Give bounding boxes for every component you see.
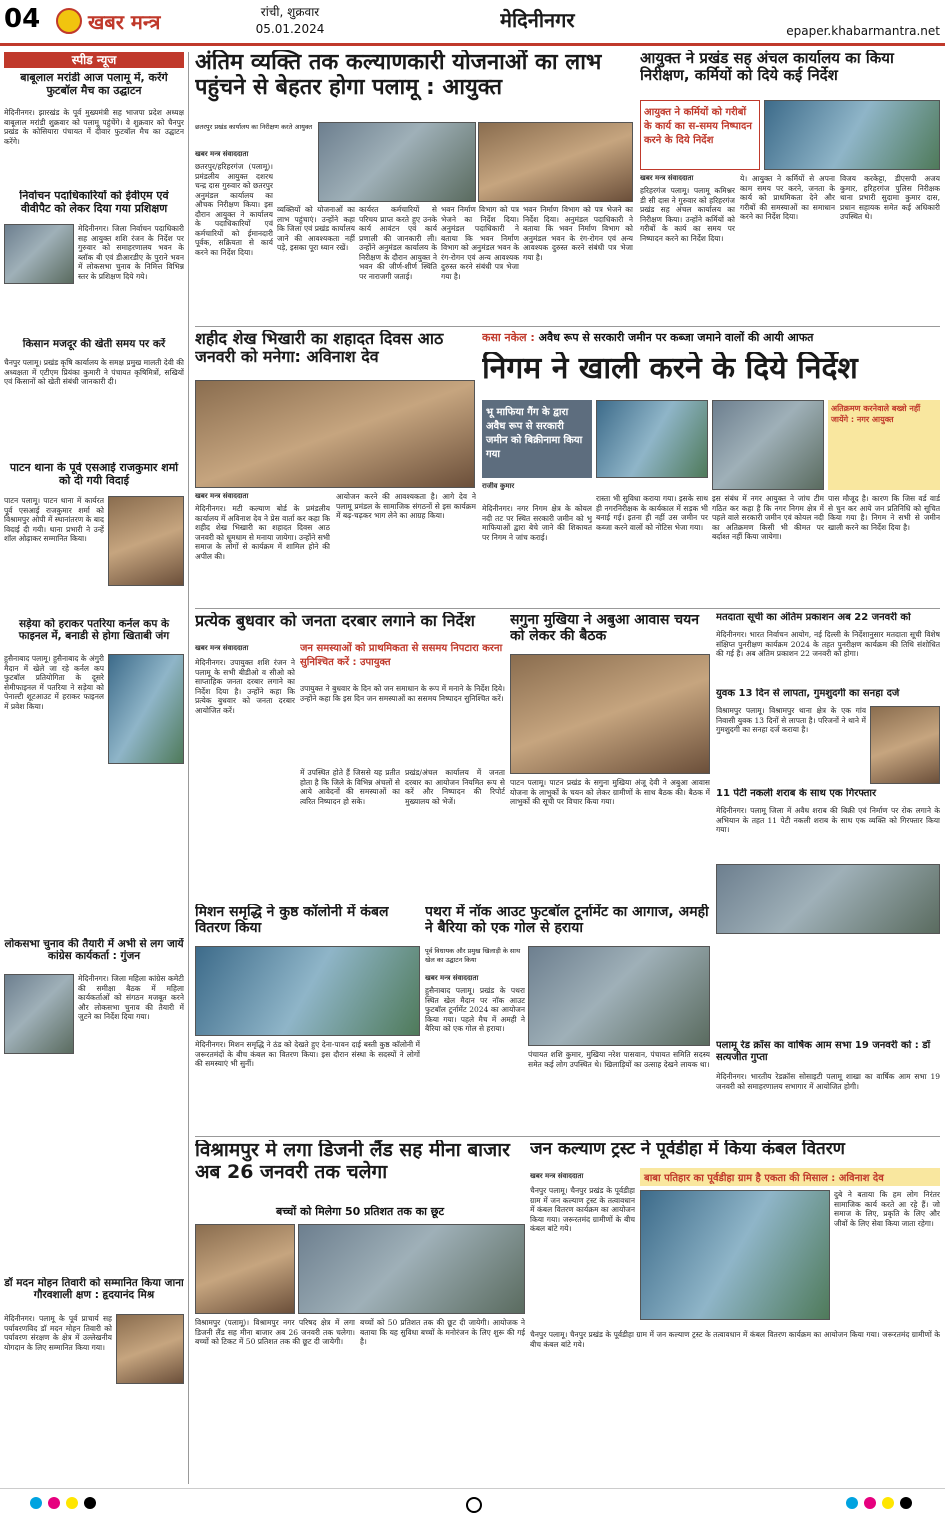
top-story-byline: खबर मन्त्र संवाददाता [195,150,249,158]
horizontal-rule [195,326,940,327]
mission-body: मेदिनीनगर। मिशन समृद्धि ने ठंड को देखते हुए देना-पावन दाई बस्ती कुष्ठ कॉलोनी में जरूरतमंदों के बीच कंबल का वितरण किया। इस दौरान संस्था के सदस्यों ने लोगों की समस्याएं भी सुनीं। [195,1040,420,1068]
horizontal-rule [195,608,940,609]
commissioner-photo [764,100,940,170]
story6-photo [4,974,74,1054]
story4-body: पाटन पलामू। पाटन थाना में कार्यरत पूर्व एसआई राजकुमार शर्मा को विश्रामपुर ओपी में स्थानांतरण के बाद विदाई दी गयी। थाना प्रभारी ने उन्हें शॉल ओढ़ाकर सम्मानित किया। [4,496,104,543]
speed-news-label: स्पीड न्यूज [4,52,184,68]
magenta-register-mark [48,1497,60,1509]
football-caption: पूर्व विधायक और प्रमुख खिलाड़ी के साथ खेल का उद्घाटन किया [425,947,521,964]
story5-headline[interactable]: सड़ेया को हराकर पतरिया कर्नल कप के फाइनल में, बनाडी से होगा खिताबी जंग [18,618,170,643]
dateline [225,4,355,42]
yellow-register-mark [882,1497,894,1509]
story3-headline[interactable]: किसान मजदूर की खेती समय पर करें [22,338,166,350]
football-byline: खबर मन्त्र संवाददाता [425,974,479,982]
black-register-mark [900,1497,912,1509]
matdata-body: मेदिनीनगर। भारत निर्वाचन आयोग, नई दिल्ली के निर्देशानुसार मतदाता सूची विशेष संक्षिप्त पुनरीक्षण कार्यक्रम 2024 के तहत पुनरीक्षण कार्यक्रम की तिथि संशोधित की गई है। अब अंतिम प्रकाशन 22 जनवरी को होगा। [716,630,940,658]
kasa-nakel-body-2: रास्ता भी सुविधा कराया गया। इसके साथ ही नगरनिरीक्षक के कार्यकाल में सड़क भी बनाई गई। इतना ही नहीं उस जमीन पर कब्जा करने वालों को नोटिस भेजा गया। [596,494,708,532]
redcross-headline[interactable]: पलामू रेड क्रॉस का वार्षिक आम सभा 19 जनवरी को : डॉ सत्यजीत गुप्ता [716,1040,931,1063]
vishrampur-headline[interactable]: विश्रामपुर मे लगा डिजनी लैंड सह मीना बाजार अब 26 जनवरी तक चलेगा [195,1140,510,1183]
jankalyan-byline: खबर मन्त्र संवाददाता [530,1172,584,1180]
sharab-photo [716,864,940,934]
story4-headline[interactable]: पाटन थाना के पूर्व एसआई राजकुमार शर्मा को दी गयी विदाई [9,462,179,487]
vishrampur-body-2: बच्चों को 50 प्रतिशत तक की छूट दी जायेगी। आयोजक ने बताया कि यह सुविधा बच्चों के मनोरंजन के लिए शुरू की गई है। [360,1318,525,1346]
story6-headline[interactable]: लोकसभा चुनाव की तैयारी में अभी से लग जायें कांग्रेस कार्यकर्ता : गुंजन [4,938,184,963]
sanguna-body: पाटन पलामू। पाटन प्रखंड के सगुना मुखिया अंजू देवी ने अबुआ आवास योजना के लाभुकों के चयन को लेकर ग्रामीणों के साथ बैठक की। बैठक में लाभुकों की सूची पर विचार किया गया। [510,778,710,806]
kasa-nakel-label: कसा नकेल : [482,331,535,344]
sanguna-headline[interactable]: सगुना मुखिया ने अबुआ आवास चयन को लेकर की बैठक [510,612,700,645]
shaheed-photo [195,380,475,488]
story1-body: मेदिनीनगर। झारखंड के पूर्व मुख्यमंत्री सह भाजपा प्रदेश अध्यक्ष बाबूलाल मरांडी शुक्रवार को पलामू पहुंचेंगे। वे शुक्रवार को चैनपुर प्रखंड के कोसियारा पंचायत में दीवार फुटबॉल मैच का उद्घाटन करेंगे। [4,108,184,146]
top-story-body-2: व्यक्तियों को योजनाओं का लाभ पहुंचाएं। उन्होंने कहा कि जिला एवं प्रखंड कार्यालय जाने की आवश्यकता नहीं पड़े, इसका पूरा ध्यान रखें। [277,205,355,252]
janta-darbar-body-2: उपायुक्त ने बुधवार के दिन को जन समाधान के रूप में मनाने के निर्देश दिये। उन्होंने कहा कि इस दिन जन समस्याओं का ससमय निष्पादन सुनिश्चित करें। [300,684,505,703]
top-story-photo-1 [318,122,476,202]
page-number: 04 [4,4,41,34]
logo-icon [56,8,82,34]
kasa-nakel-sidebar-head: अतिक्रमण करनेवाले बख्शे नहीं जायेंगे : नगर आयुक्त [828,400,940,490]
left-column [4,52,184,1484]
jankalyan-photo [640,1190,830,1320]
football-photo [528,946,710,1046]
yellow-register-mark [66,1497,78,1509]
matdata-headline[interactable]: मतदाता सूची का अंतिम प्रकाशन अब 22 जनवरी को [716,612,911,623]
kasa-nakel-strap-text: अवैध रूप से सरकारी जमीन पर कब्जा जमाने वालों की आयी आफत [538,331,814,344]
issue-date: 05.01.2024 [255,22,325,36]
story2-headline[interactable]: निर्वाचन पदाधिकारियों को ईवीएम एवं वीवीपैट को लेकर दिया गया प्रशिक्षण [19,190,169,215]
shaheed-body-2: आयोजन करने की आवश्यकता है। आगे देव ने पलामू प्रमंडल के सामाजिक संगठनों से इस कार्यक्रम में बढ़-चढ़कर भाग लेने का आग्रह किया। [336,492,476,520]
redcross-body: मेदिनीनगर। भारतीय रेडक्रॉस सोसाइटी पलामू शाखा का वार्षिक आम सभा 19 जनवरी को समाहरणालय सभागार में आयोजित होगी। [716,1072,940,1091]
commissioner-byline: खबर मन्त्र संवाददाता [640,174,694,182]
top-story-body-4: भवन निर्माण विभाग को पत्र भेजने का निर्देश दिया। अनुमंडल पदाधिकारी ने बताया कि भवन निर्माण विभाग को अनुमंडल भवन के रंग-रोगन एवं अन्य आवश्यक दुरुस्त करने संबंधी पत्र भेजा गया है। [441,205,519,281]
football-body-2: पंचायत शशि कुमार, मुखिया नरेश पासवान, पंचायत समिति सदस्य समेत कई लोग उपस्थित थे। खिलाड़ियों का उत्साह देखने लायक था। [528,1050,710,1069]
sharab-headline[interactable]: 11 पेटी नकली शराब के साथ एक गिरफ्तार [716,788,877,799]
story5-photo [108,654,184,764]
shaheed-byline: खबर मन्त्र संवाददाता [195,492,249,500]
jankalyan-headline[interactable]: जन कल्याण ट्रस्ट ने पूर्वडीहा में किया कंबल वितरण [530,1140,845,1159]
story2-body: मेदिनीनगर। जिला निर्वाचन पदाधिकारी सह आयुक्त शशि रंजन के निर्देश पर गुरुवार को समाहरणालय भवन के ब्लॉक बी एवं डीआरडीए के पुराने भवन में लोकसभा चुनाव के निमित्त विभिन्न स्तर के प्रशिक्षण दिये गये। [78,224,184,281]
cyan-register-mark [30,1497,42,1509]
janta-darbar-sub: जन समस्याओं को प्राथमिकता से ससमय निपटारा करना सुनिश्चित करें : उपायुक्त [300,643,503,668]
kasa-nakel-headline[interactable]: निगम ने खाली करने के दिये निर्देश [482,352,858,386]
black-register-mark [84,1497,96,1509]
yuvak-photo [870,706,940,784]
story2-photo [4,224,74,284]
website-link[interactable]: epaper.khabarmantra.net [786,24,940,38]
commissioner-body-2: ये। आयुक्त ने कर्मियों से अपना काम समय पर करने, जनता के कार्य को प्राथमिकता देने और गरीबों की समस्याओं का समाधान करने का निर्देश दिया। [740,174,835,221]
logo-text: खबर मन्त्र [88,10,161,34]
crosshair-icon [466,1497,482,1513]
kasa-nakel-body-1: मेदिनीनगर। नगर निगम क्षेत्र के कोयल नदी तट पर स्थित सरकारी जमीन को भू माफियाओं द्वारा बेचे जाने की शिकायत पर निगम ने जांच कराई। [482,504,592,542]
masthead [0,0,945,46]
kasa-nakel-byline: राजीव कुमार [482,482,515,490]
sharab-body: मेदिनीनगर। पलामू जिला में अवैध शराब की बिक्री एवं निर्माण पर रोक लगाने के अभियान के तहत 11 पेटी नकली शराब के साथ एक व्यक्ति को गिरफ्तार किया गया। [716,806,940,834]
story3-body: चैनपुर पलामू। प्रखंड कृषि कार्यालय के समक्ष प्रमुख मालती देवी की अध्यक्षता में एटीएम प्रियंका कुमारी ने पंचायत कृषिमित्रों, सखियों एवं किसानों को खेती संबंधी जानकारी दी। [4,358,184,386]
janta-darbar-byline: खबर मन्त्र संवाददाता [195,644,249,652]
cyan-register-mark [846,1497,858,1509]
janta-darbar-body-3: में उपस्थित होते हैं जिससे यह प्रतीत होता है कि जिले के विभिन्न अंचलों से आये आवेदनों की समस्याओं का त्वरित निष्पादन हो सके। [300,768,400,806]
kasa-nakel-strap [482,330,940,346]
janta-darbar-body-1: मेदिनीनगर। उपायुक्त शशि रंजन ने पलामू के सभी बीडीओ व सीओ को साप्ताहिक जनता दरबार लगाने का निर्देश दिया है। उन्होंने कहा कि प्रत्येक बुधवार को जनता दरबार आयोजित करें। [195,658,295,715]
top-story-photo-2 [478,122,633,202]
section-name: मेदिनीनगर [500,8,575,32]
newspaper-logo[interactable] [56,6,216,40]
vishrampur-body: विश्रामपुर (पलामू)। विश्रामपुर नगर परिषद क्षेत्र में लगा डिजनी लैंड सह मीना बाजार अब 26 जनवरी तक चलेगा। बच्चों को टिकट में 50 प्रतिशत तक की छूट दी जायेगी। [195,1318,355,1346]
baba-headline[interactable]: बाबा पतिहार का पूर्वडीहा ग्राम है एकता की मिसाल : अविनाश देव [640,1168,940,1186]
top-story-headline[interactable]: अंतिम व्यक्ति तक कल्याणकारी योजनाओं का लाभ पहुंचने से बेहतर होगा पलामू : आयुक्त [195,50,602,101]
city-day: रांची, शुक्रवार [260,5,320,19]
story1-headline[interactable]: बाबूलाल मरांडी आज पलामू में, करेंगे फुटबॉल मैच का उद्घाटन [20,72,168,97]
top-story-body-1: छतरपुर/हरिहरगंज (पलामू)। प्रमंडलीय आयुक्त दशरथ चन्द्र दास गुरुवार को छतरपुर अनुमंडल कार्यालय का औचक निरीक्षण किया। इस दौरान आयुक्त ने कार्यालय के पदाधिकारियों एवं कर्मचारियों को ईमानदारी पूर्वक, सक्रियता से कार्य करने का निर्देश दिया। [195,162,273,257]
kasa-nakel-photo-1 [596,400,708,478]
top-story-caption: छतरपुर प्रखंड कार्यालय का निरीक्षण करते आयुक्त [195,123,313,131]
commissioner-headline[interactable]: आयुक्त ने प्रखंड सह अंचल कार्यालय का किया निरीक्षण, कर्मियों को दिये कई निर्देश [640,50,894,85]
commissioner-body-3: विजय करकेट्टा, डीएसपी अजय कुमार, हरिहरगंज पुलिस निरीक्षक थाना प्रभारी सुदामा कुमार दास, प्रधान सहायक समेत कई अधिकारी उपस्थित थे। [840,174,940,221]
football-headline[interactable]: पथरा में नॉक आउट फुटबॉल टूर्नामेंट का आगाज, अमही ने बैरिया को एक गोल से हराया [425,904,709,937]
column-divider [188,52,189,1484]
commissioner-body-1: हरिहरगंज पलामू। पलामू कमिश्नर डी सी दास ने गुरुवार को हरिहरगंज प्रखंड सह अंचल कार्यालय का निरीक्षण किया। उन्होंने कर्मियों को गरीबों के कार्य का समय पर निष्पादन करने का निर्देश दिया। [640,186,735,243]
footer-registration-marks [0,1488,945,1517]
story7-headline[interactable]: डॉ मदन मोहन तिवारी को सम्मानित किया जाना गौरवशाली क्षण : हृदयानंद मिश्र [4,1277,184,1302]
jankalyan-body: चैनपुर पलामू। चैनपुर प्रखंड के पूर्वडीहा ग्राम में जन कल्याण ट्रस्ट के तत्वावधान में कंबल वितरण कार्यक्रम का आयोजन किया गया। जरूरतमंद ग्रामीणों के बीच कंबल बांटे गये। [530,1186,635,1233]
vishrampur-sub: बच्चों को मिलेगा 50 प्रतिशत तक का छूट [276,1205,444,1218]
shaheed-body: मेदिनीनगर। मटी कल्याण बोर्ड के प्रमंडलीय कार्यालय में अविनाश देव ने प्रेस वार्ता कर कहा कि शहीद शेख भिखारी का शहादत दिवस आठ जनवरी को धूमधाम से मनाया जायेगा। उन्होंने सभी समाज के लोगों से कार्यक्रम में शामिल होने की अपील की। [195,504,330,561]
janta-darbar-body-4: प्रखंड/अंचल कार्यालय में जनता दरबार का आयोजन नियमित रूप से करें और निष्पादन की रिपोर्ट मुख्यालय को भेजें। [405,768,505,806]
horizontal-rule [195,1136,940,1137]
baba-body: दुबे ने बताया कि हम लोग निरंतर सामाजिक कार्य करते आ रहे हैं। जो समाज के लिए, प्रकृति के लिए और जीवों के लिए सेवा किया जाता रहेगा। [834,1190,940,1228]
kasa-nakel-sidebar-body: इस संबंध में नगर आयुक्त ने जांच टीम गठित कर कहा है कि नगर निगम क्षेत्र में पहले वाले सरकारी जमीन एवं कोयल नदी का अतिक्रमण किसी भी कीमत पर बर्दाश्त नहीं किया जायेगा। [712,494,824,541]
shaheed-headline[interactable]: शहीद शेख भिखारी का शहादत दिवस आठ जनवरी को मनेगा: अविनाश देव [195,330,444,367]
kasa-nakel-inset: भू माफिया गैंग के द्वारा अवैध रूप से सरकारी जमीन को बिक्रीनामा किया गया [482,400,592,478]
yuvak-headline[interactable]: युवक 13 दिन से लापता, गुमशुदगी का सनहा दर्ज [716,688,900,699]
jankalyan-body-2: चैनपुर पलामू। चैनपुर प्रखंड के पूर्वडीहा ग्राम में जन कल्याण ट्रस्ट के तत्वावधान में कंबल वितरण कार्यक्रम का आयोजन किया गया। जरूरतमंद ग्रामीणों के बीच कंबल बांटे गये। [530,1330,940,1349]
story6-body: मेदिनीनगर। जिला महिला कांग्रेस कमेटी की समीक्षा बैठक में महिला कार्यकर्ताओं को संगठन मजबूत करने और लोकसभा चुनाव की तैयारी में जुटने का निर्देश दिया गया। [78,974,184,1021]
football-body: हुसैनाबाद पलामू। प्रखंड के पथरा स्थित खेल मैदान पर नॉक आउट फुटबॉल टूर्नामेंट 2024 का आयोजन किया गया। पहले मैच में अमही ने बैरिया को एक गोल से हराया। [425,986,525,1033]
kasa-nakel-photo-2 [712,400,824,490]
top-story-body-5: भवन निर्माण विभाग को पत्र भेजने का निर्देश दिया। अनुमंडल पदाधिकारी ने बताया कि भवन निर्माण विभाग को अनुमंडल भवन के रंग-रोगन एवं अन्य आवश्यक दुरुस्त करने संबंधी पत्र भेजा गया है। [523,205,633,262]
yuvak-body: विश्रामपुर पलामू। विश्रामपुर थाना क्षेत्र के एक गांव निवासी युवक 13 दिनों से लापता है। परिजनों ने थाने में गुमशुदगी का सनहा दर्ज कराया है। [716,706,866,734]
magenta-register-mark [864,1497,876,1509]
top-story-body-3: कार्यरत कर्मचारियों से परिचय प्राप्त करते हुए उनके कार्य आवंटन एवं कार्य प्रणाली की जानकारी ली। उन्होंने अनुमंडल कार्यालय के निरीक्षण के दौरान आयुक्त ने भवन की जीर्ण-शीर्ण स्थिति पर नाराजगी जताई। [359,205,437,281]
story7-photo [116,1314,184,1384]
vishrampur-photo-2 [298,1224,525,1314]
story5-body: हुसैनाबाद पलामू। हुसैनाबाद के अंगुरी मैदान में खेले जा रहे कर्नल कप फुटबॉल प्रतियोगिता के दूसरे सेमीफाइनल में पतरिया ने सड़ेया को पेनाल्टी शूटआउट में हराकर फाइनल में प्रवेश किया। [4,654,104,711]
kasa-nakel-body-4: पास मौजूद है। कारण कि जिस वर्ड वार्ड से चुन कर आये जन प्रतिनिधि को सूचित किया गया है। निगम ने सभी से जमीन खाली करने का निर्देश दिया है। [828,494,940,532]
sanguna-photo [510,654,710,774]
mission-photo [195,946,420,1036]
story4-photo [108,496,184,586]
story7-body: मेदिनीनगर। पलामू के पूर्व प्राचार्य सह पर्यावरणविद डॉ मदन मोहन तिवारी को पर्यावरण संरक्षण के क्षेत्र में उल्लेखनीय योगदान के लिए सम्मानित किया गया। [4,1314,112,1352]
mission-headline[interactable]: मिशन समृद्धि ने कुष्ठ कॉलोनी में कंबल वितरण किया [195,904,389,937]
commissioner-inset: आयुक्त ने कर्मियों को गरीबों के कार्य का स-समय निष्पादन करने के दिये निर्देश [640,100,760,170]
janta-darbar-headline[interactable]: प्रत्येक बुधवार को जनता दरबार लगाने का निर्देश [195,612,475,630]
vishrampur-photo-1 [195,1224,295,1314]
